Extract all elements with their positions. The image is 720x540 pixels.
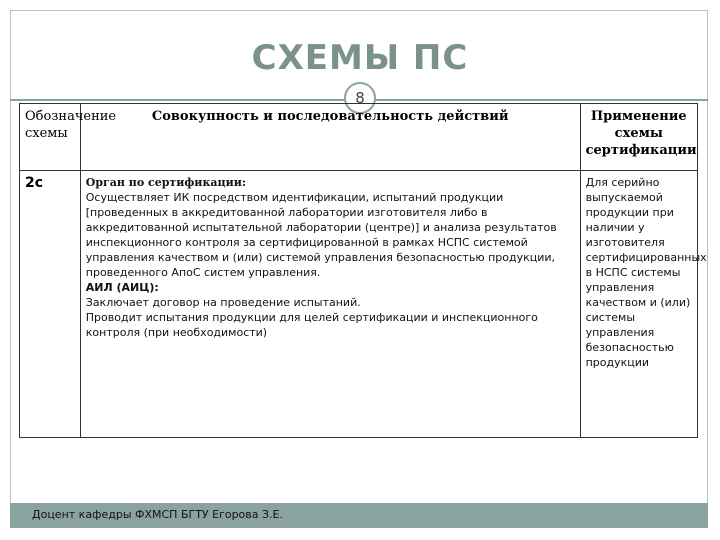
header-actions: Совокупность и последовательность действий	[80, 104, 580, 171]
cert-body-text: Осуществляет ИК посредством идентификации, испытаний продукции [проведенных в аккредитованной лаборатории изготовителя либо в аккредитованной испытательной лаборатории (центре)] и анализа результатов инспекционного контроля за сертифицированной в рамках НСПС системой управления качеством и (или) системой управления безопасностью продукции, проведенного АпоС систем управления.	[85, 191, 557, 279]
scheme-code: 2с	[20, 171, 81, 438]
slide-title: СХЕМЫ ПС	[251, 38, 469, 78]
footer-author: Доцент кафедры ФХМСП БГТУ Егорова З.Е.	[32, 508, 284, 521]
footer-bar	[10, 503, 708, 528]
header-designation: Обозначение схемы	[20, 104, 81, 171]
table-row	[20, 171, 698, 438]
application-cell: Для серийно выпускаемой продукции при наличии у изготовителя сертифицированных в НСПС системы управления качеством и (или) системы управления безопасностью продукции	[580, 171, 697, 438]
lab-line-testing: Проводит испытания продукции для целей сертификации и инспекционного контроля (при необходимости)	[85, 311, 538, 339]
header-application: Применение схемы сертификации	[580, 104, 697, 171]
lab-line-contract: Заключает договор на проведение испытаний.	[85, 296, 361, 309]
cert-body-heading: Орган по сертификации:	[85, 176, 247, 189]
page-number-badge: 8	[344, 82, 376, 114]
certification-scheme-table	[19, 103, 707, 438]
lab-heading: АИЛ (АИЦ):	[85, 281, 159, 294]
table-header-row	[20, 104, 698, 171]
actions-cell	[80, 171, 580, 438]
